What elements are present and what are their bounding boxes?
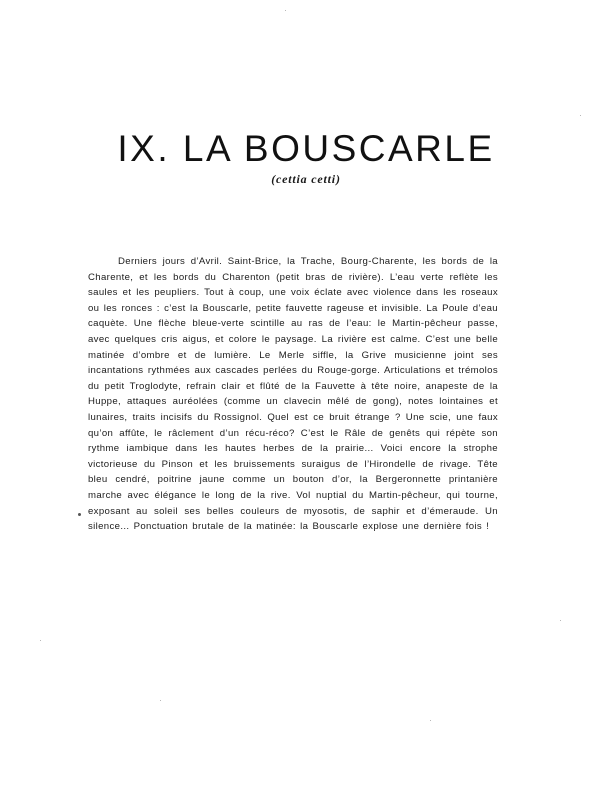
- margin-dot: [78, 513, 81, 516]
- body-paragraph: Derniers jours d’Avril. Saint-Brice, la Trache, Bourg-Charente, les bords de la Charente, et les bords du Charenton (petit bras de rivière). L’eau verte reflète les saules et les peupliers. Tout à coup, une voix éclate avec violence dans les roseaux ou les ronces : c’est la Bouscarle, petite fauvette rageuse et invisible. La Poule d’eau caquète. Une flèche bleue-verte scintille au ras de l’eau: le Martin-pêcheur passe, avec quelques cris aigus, et colore le paysage. La rivière est calme. C’est une belle matinée d’ombre et de lumière. Le Merle siffle, la Grive musicienne joint ses incantations rythmées aux cascades perlées du Rouge-gorge. Articulations et trémolos du petit Troglodyte, refrain clair et flûté de la Fauvette à tête noire, anapeste de la Huppe, attaques auréolées (comme un clavecin mêlé de gong), notes lointaines et lunaires, traits incisifs du Rossignol. Quel est ce bruit étrange ? Une scie, une faux qu’on affûte, le râclement d’un récu-réco? C’est le Râle de genêts qui répète son rythme iambique dans les hautes herbes de la prairie... Voici encore la strophe victorieuse du Pinson et les bruissements suraigus de l’Hirondelle de rivage. Tête bleu cendré, poitrine jaune comme un bouton d’or, la Bergeronnette printanière marche avec élégance le long de la rive. Vol nuptial du Martin-pêcheur, qui tourne, exposant au soleil ses belles couleurs de myosotis, de saphir et d’émeraude. Un silence... Ponctuation brutale de la matinée: la Bouscarle explose une dernière fois !: [88, 256, 498, 533]
- paper-speck: [40, 640, 41, 641]
- paper-speck: [160, 700, 161, 701]
- paper-speck: [430, 720, 431, 721]
- paper-speck: [580, 115, 581, 116]
- paper-speck: [560, 620, 561, 621]
- chapter-subtitle: (cettia cetti): [271, 172, 341, 186]
- paper-speck: [285, 10, 286, 11]
- chapter-title: IX. LA BOUSCARLE: [117, 128, 495, 169]
